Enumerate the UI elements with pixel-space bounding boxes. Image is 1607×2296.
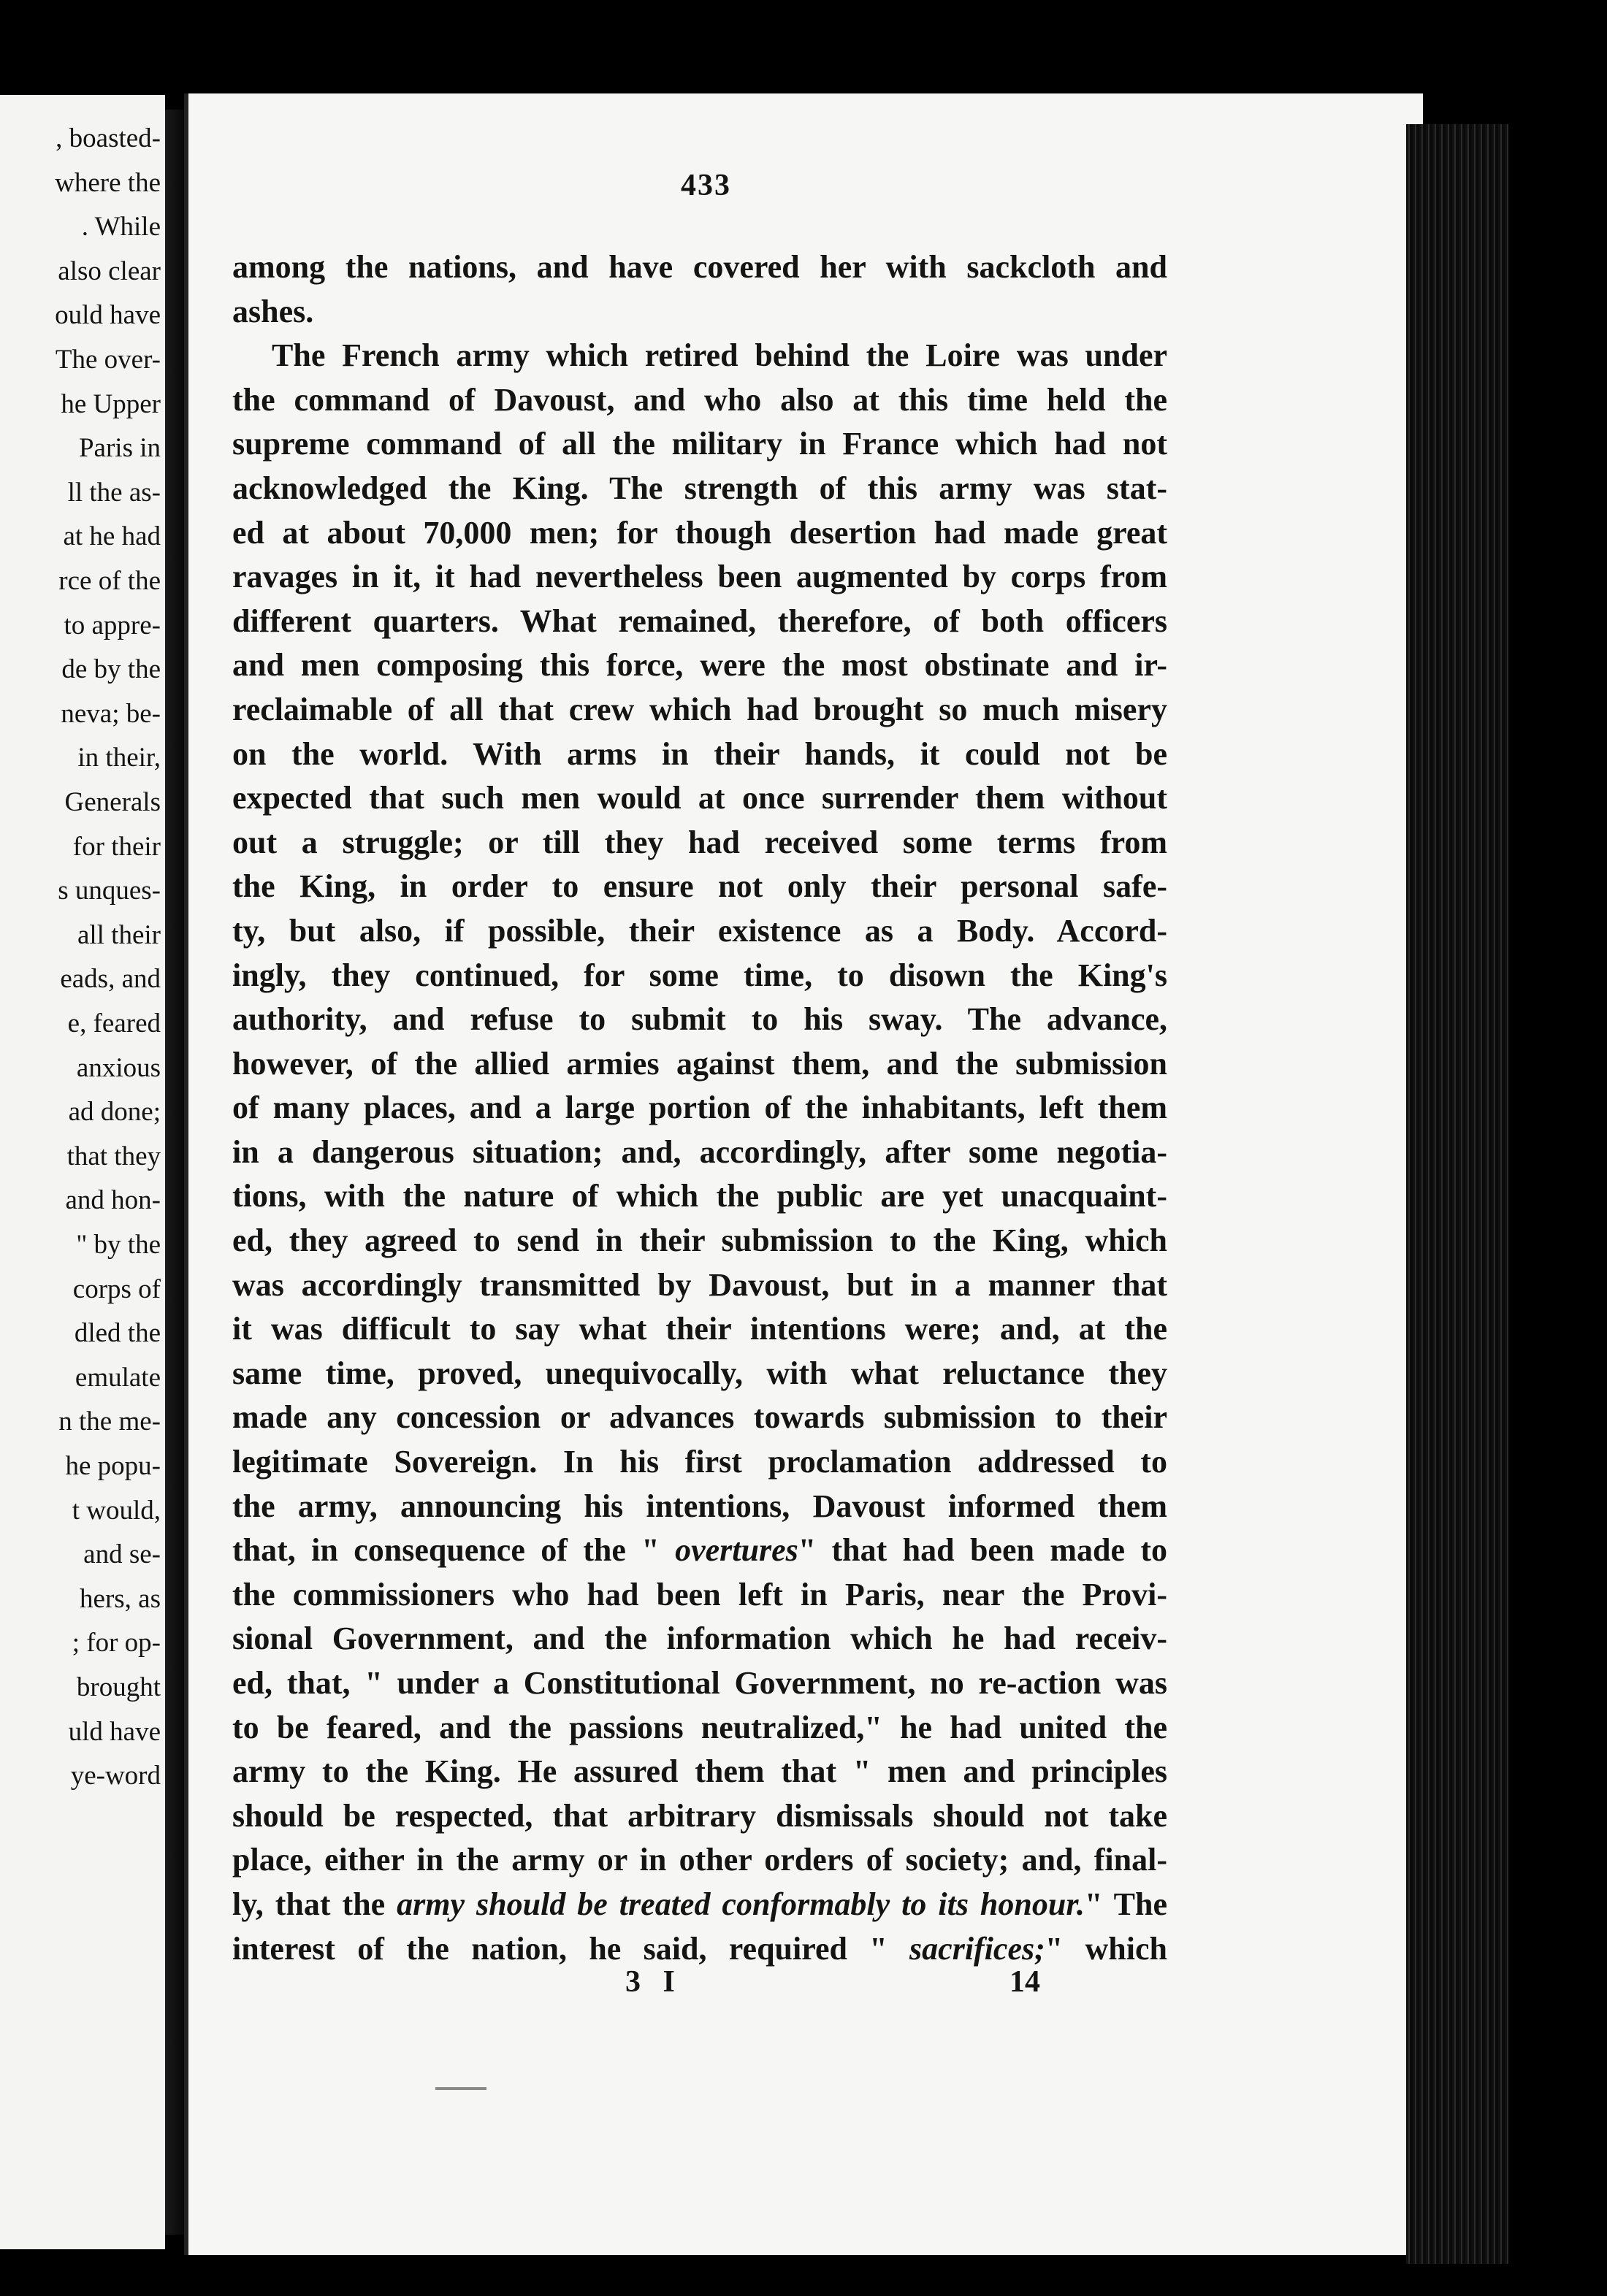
- left-page-line: corps of: [72, 1274, 161, 1304]
- text-line: ravages in it, it had nevertheless been augmented by corps from: [232, 559, 1167, 595]
- text-line: supreme command of all the military in France which had not: [232, 426, 1167, 462]
- left-page-line: at he had: [63, 521, 161, 552]
- text-line-with-italics: [232, 1528, 1167, 1573]
- text-run: that, in consequence of the ": [232, 1532, 676, 1569]
- text-line: ed, they agreed to send in their submission to the King, which: [232, 1222, 1167, 1259]
- text-run: " that had been made to: [798, 1532, 1168, 1569]
- text-run: ly, that the: [232, 1886, 397, 1922]
- text-line: different quarters. What remained, therefore, of both officers: [232, 602, 1167, 639]
- page-edges: [1406, 124, 1508, 2264]
- text-line: ingly, they continued, for some time, to disown the King's: [232, 957, 1167, 993]
- text-line: it was difficult to say what their intentions were; and, at the: [232, 1311, 1167, 1347]
- left-page-line: . While: [81, 212, 161, 242]
- signature-mark: 3 I: [625, 1965, 682, 1999]
- italic-run: army should be treated conformably to its honour.: [397, 1886, 1085, 1922]
- text-line: expected that such men would at once surrender them without: [232, 780, 1167, 816]
- left-page-line: emulate: [75, 1362, 161, 1393]
- left-page-line: hers, as: [80, 1583, 161, 1614]
- left-page-line: ould have: [55, 300, 161, 331]
- italic-run: sacrifices;: [909, 1930, 1045, 1967]
- text-line: among the nations, and have covered her with sackcloth and: [232, 249, 1167, 285]
- left-page-line: all their: [77, 919, 161, 950]
- left-page-line: that they: [66, 1141, 161, 1171]
- left-page-line: he popu-: [65, 1451, 161, 1481]
- left-page-line: brought: [76, 1672, 161, 1702]
- left-page-line: dled the: [74, 1318, 161, 1349]
- left-page-line: eads, and: [60, 964, 161, 995]
- text-line: and men composing this force, were the most obstinate and ir-: [232, 647, 1167, 684]
- left-page-line: he Upper: [61, 389, 161, 419]
- text-run: " The: [1085, 1886, 1167, 1922]
- text-line: ashes.: [232, 293, 314, 329]
- text-line: however, of the allied armies against them, and the submission: [232, 1045, 1167, 1082]
- text-line: made any concession or advances towards submission to their: [232, 1399, 1167, 1436]
- left-page-line: ll the as-: [67, 477, 161, 508]
- left-page-line: neva; be-: [61, 698, 161, 729]
- text-line: authority, and refuse to submit to his sway. The advance,: [232, 1001, 1167, 1038]
- text-line: legitimate Sovereign. In his first proclamation addressed to: [232, 1444, 1167, 1480]
- text-line: same time, proved, unequivocally, with what reluctance they: [232, 1355, 1167, 1391]
- text-line: reclaimable of all that crew which had brought so much misery: [232, 691, 1167, 727]
- text-line: tions, with the nature of which the public are yet unacquaint-: [232, 1178, 1167, 1214]
- left-page-line: " by the: [76, 1230, 161, 1260]
- text-line: should be respected, that arbitrary dismissals should not take: [232, 1797, 1167, 1834]
- text-line: to be feared, and the passions neutralized," he had united the: [232, 1709, 1167, 1745]
- text-line: of many places, and a large portion of the inhabitants, left them: [232, 1090, 1167, 1126]
- left-page-line: ad done;: [68, 1097, 161, 1128]
- text-line-with-italics: [232, 1883, 1167, 1927]
- left-page-line: Paris in: [78, 433, 161, 464]
- text-line: the commissioners who had been left in Paris, near the Provi-: [232, 1576, 1167, 1612]
- left-page-line: Generals: [64, 787, 161, 817]
- left-page-line: s unques-: [58, 876, 161, 906]
- catchword-number: 14: [1009, 1965, 1040, 1999]
- left-page-line: ; for op-: [72, 1628, 161, 1658]
- left-page-line: rce of the: [58, 566, 161, 596]
- left-page-line: anxious: [76, 1052, 161, 1083]
- left-page-line: de by the: [61, 654, 161, 685]
- text-line: place, either in the army or in other orders of society; and, final-: [232, 1842, 1167, 1878]
- left-page-line: where the: [55, 167, 161, 198]
- text-line: The French army which retired behind the Loire was under: [272, 337, 1167, 374]
- text-line: was accordingly transmitted by Davoust, but in a manner that: [232, 1266, 1167, 1303]
- left-page-line: and hon-: [65, 1185, 161, 1216]
- left-page-line: ye-word: [70, 1761, 161, 1791]
- text-run: interest of the nation, he said, required ": [232, 1930, 910, 1967]
- text-line: army to the King. He assured them that " men and principles: [232, 1753, 1167, 1790]
- left-page-line: in their,: [77, 743, 161, 773]
- left-page-line: for their: [72, 831, 161, 862]
- text-line: the army, announcing his intentions, Davoust informed them: [232, 1488, 1167, 1524]
- text-line: acknowledged the King. The strength of this army was stat-: [232, 470, 1167, 506]
- left-page-line: also clear: [58, 256, 161, 286]
- left-page-line: and se-: [83, 1539, 161, 1570]
- left-page-line: n the me-: [58, 1407, 161, 1437]
- left-page-line: , boasted-: [56, 123, 161, 153]
- left-page-line: uld have: [68, 1716, 161, 1747]
- left-page-line: e, feared: [67, 1009, 161, 1038]
- text-run: " which: [1045, 1930, 1167, 1967]
- page-number: 433: [681, 169, 731, 202]
- text-line: on the world. With arms in their hands, it could not be: [232, 735, 1167, 772]
- text-line: sional Government, and the information which he had receiv-: [232, 1620, 1167, 1657]
- left-page-fragment: [0, 95, 165, 2249]
- text-line: ty, but also, if possible, their existence as a Body. Accord-: [232, 912, 1167, 949]
- ink-smudge: [435, 2087, 486, 2090]
- text-line: ed, that, " under a Constitutional Government, no re-action was: [232, 1665, 1167, 1701]
- text-line: the King, in order to ensure not only their personal safe-: [232, 868, 1167, 905]
- left-page-line: t would,: [72, 1495, 161, 1526]
- text-line: in a dangerous situation; and, accordingly, after some negotia-: [232, 1133, 1167, 1170]
- text-line: out a struggle; or till they had received some terms from: [232, 824, 1167, 860]
- italic-run: overtures: [675, 1532, 798, 1569]
- left-page-line: The over-: [55, 345, 161, 375]
- left-page-line: to appre-: [64, 610, 161, 640]
- page-body-text: [232, 245, 1167, 1971]
- text-line: ed at about 70,000 men; for though desertion had made great: [232, 514, 1167, 551]
- text-line: the command of Davoust, and who also at this time held the: [232, 381, 1167, 418]
